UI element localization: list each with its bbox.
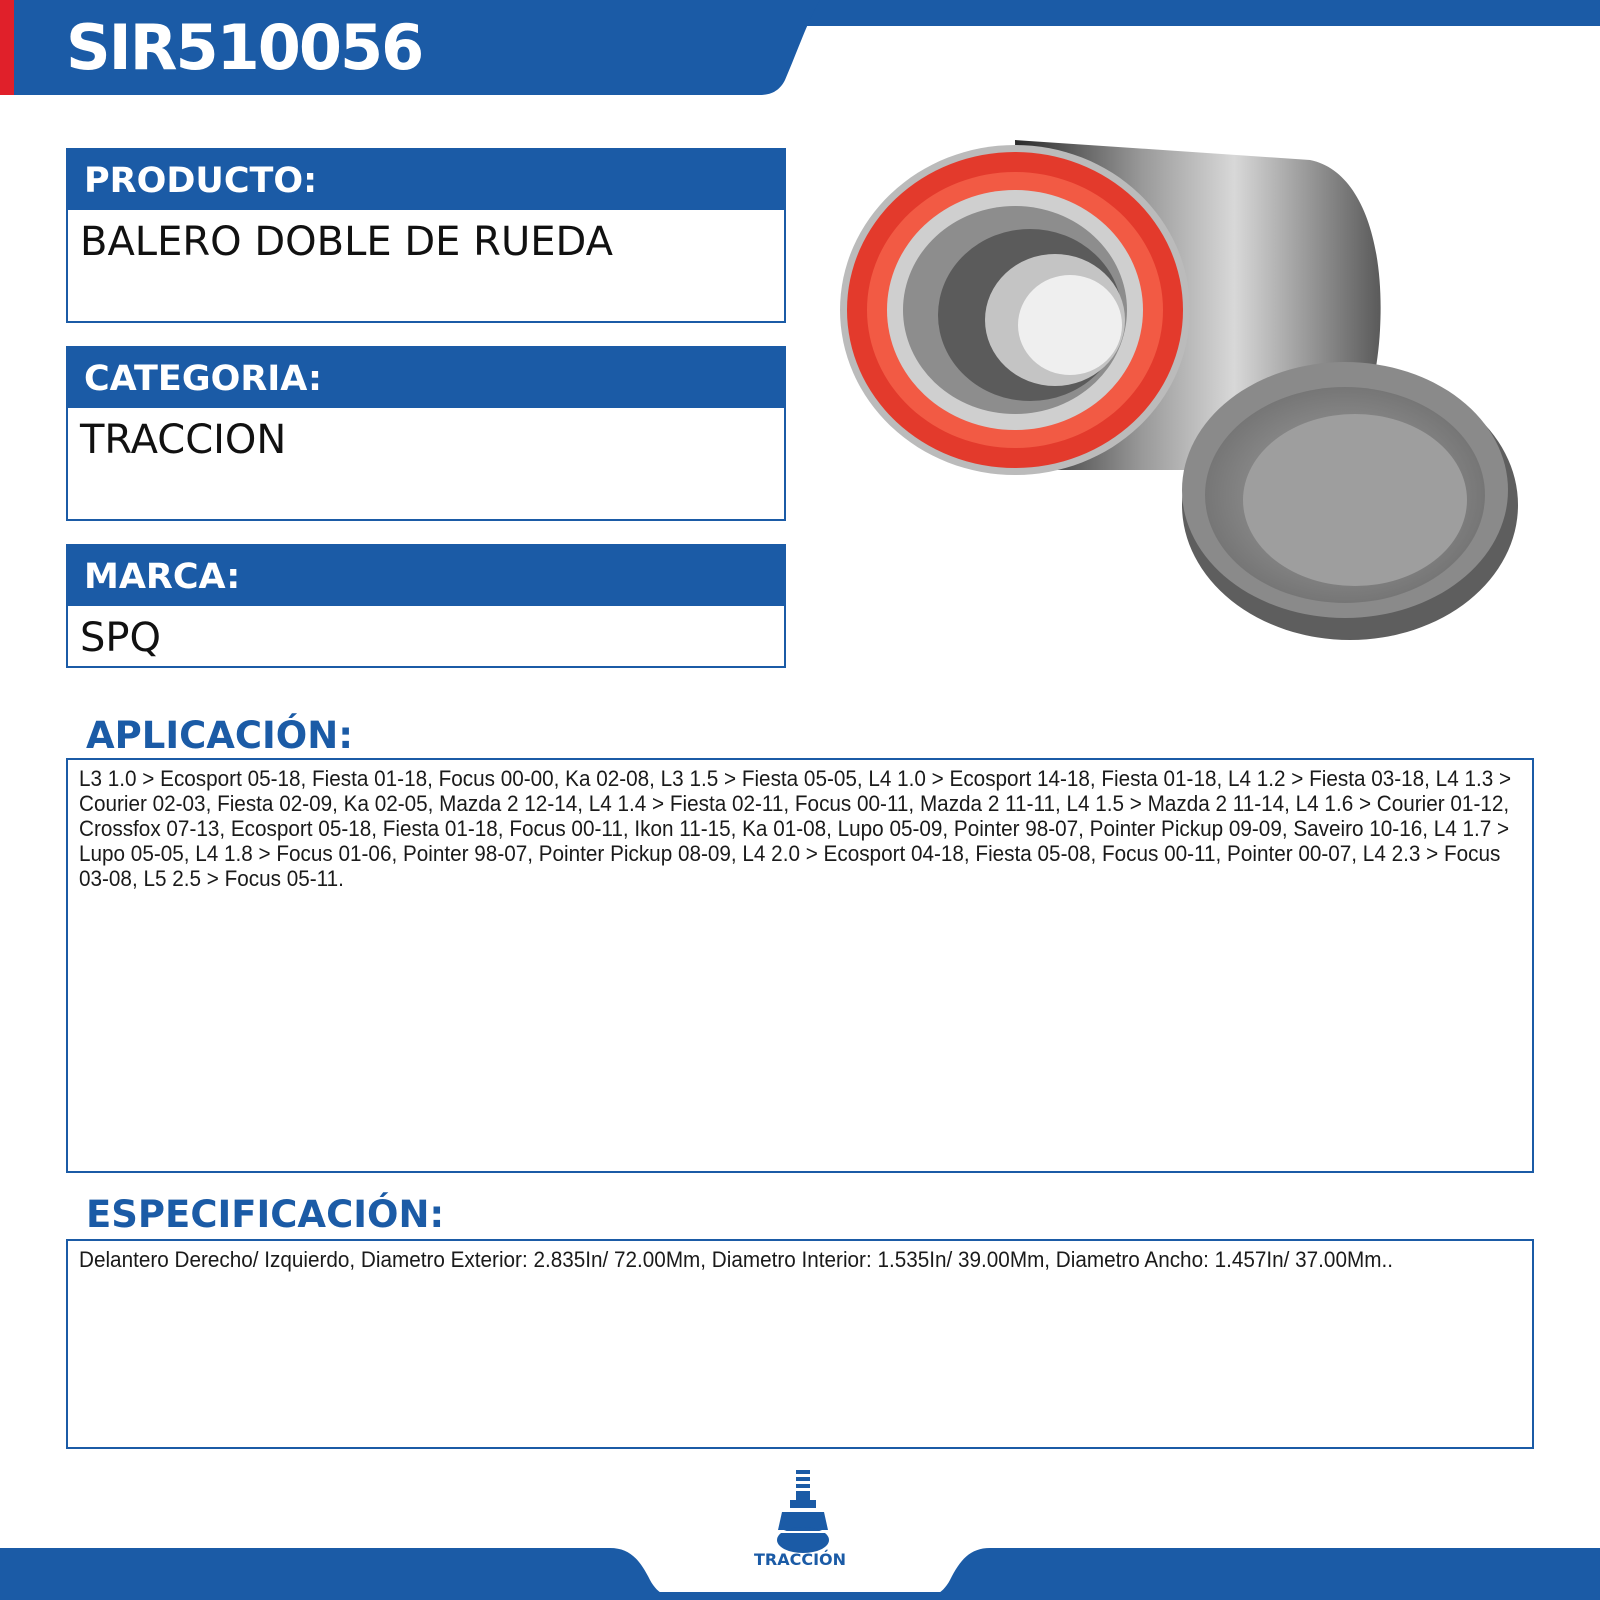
marca-value: SPQ — [80, 615, 161, 661]
producto-value: BALERO DOBLE DE RUEDA — [80, 219, 613, 265]
aplicacion-box — [66, 758, 1534, 1173]
bearing-product-image — [840, 130, 1540, 650]
especificacion-text: Delantero Derecho/ Izquierdo, Diametro Exterior: 2.835In/ 72.00Mm, Diametro Interior: 1.535In/ 39.00Mm, Diametro Ancho: 1.457In/ 37.00Mm.. — [79, 1247, 1393, 1272]
product-code: SIR510056 — [66, 11, 423, 84]
aplicacion-text: L3 1.0 > Ecosport 05-18, Fiesta 01-18, Focus 00-00, Ka 02-08, L3 1.5 > Fiesta 05-05, L4 1.0 > Ecosport 14-18, Fiesta 01-18, L4 1.2 > Fiesta 03-18, L4 1.3 > Courier 02-03, Fiesta 02-09, Ka 02-05, Mazda 2 12-14, L4 1.4 > Fiesta 02-11, Focus 00-11, Mazda 2 11-11, L4 1.5 > Mazda 2 11-14, L4 1.6 > Courier 01-12, Crossfox 07-13, Ecosport 05-18, Fiesta 01-18, Focus 00-11, Ikon 11-15, Ka 01-08, Lupo 05-09, Pointer 98-07, Pointer Pickup 09-09, Saveiro 10-16, L4 1.7 > Lupo 05-05, L4 1.8 > Focus 01-06, Pointer 98-07, Pointer Pickup 08-09, L4 2.0 > Ecosport 04-18, Fiesta 05-08, Focus 00-11, Pointer 00-07, L4 2.3 > Focus 03-08, L5 2.5 > Focus 05-11. — [79, 766, 1512, 891]
marca-box — [66, 544, 786, 668]
aplicacion-title: APLICACIÓN: — [86, 714, 354, 757]
especificacion-title: ESPECIFICACIÓN: — [86, 1193, 445, 1236]
categoria-label: CATEGORIA: — [68, 348, 784, 408]
producto-box — [66, 148, 786, 323]
categoria-box — [66, 346, 786, 521]
producto-label: PRODUCTO: — [68, 150, 784, 210]
especificacion-box — [66, 1239, 1534, 1449]
footer-label: TRACCIÓN — [753, 1550, 847, 1569]
marca-label: MARCA: — [68, 546, 784, 606]
categoria-value: TRACCION — [80, 417, 287, 463]
